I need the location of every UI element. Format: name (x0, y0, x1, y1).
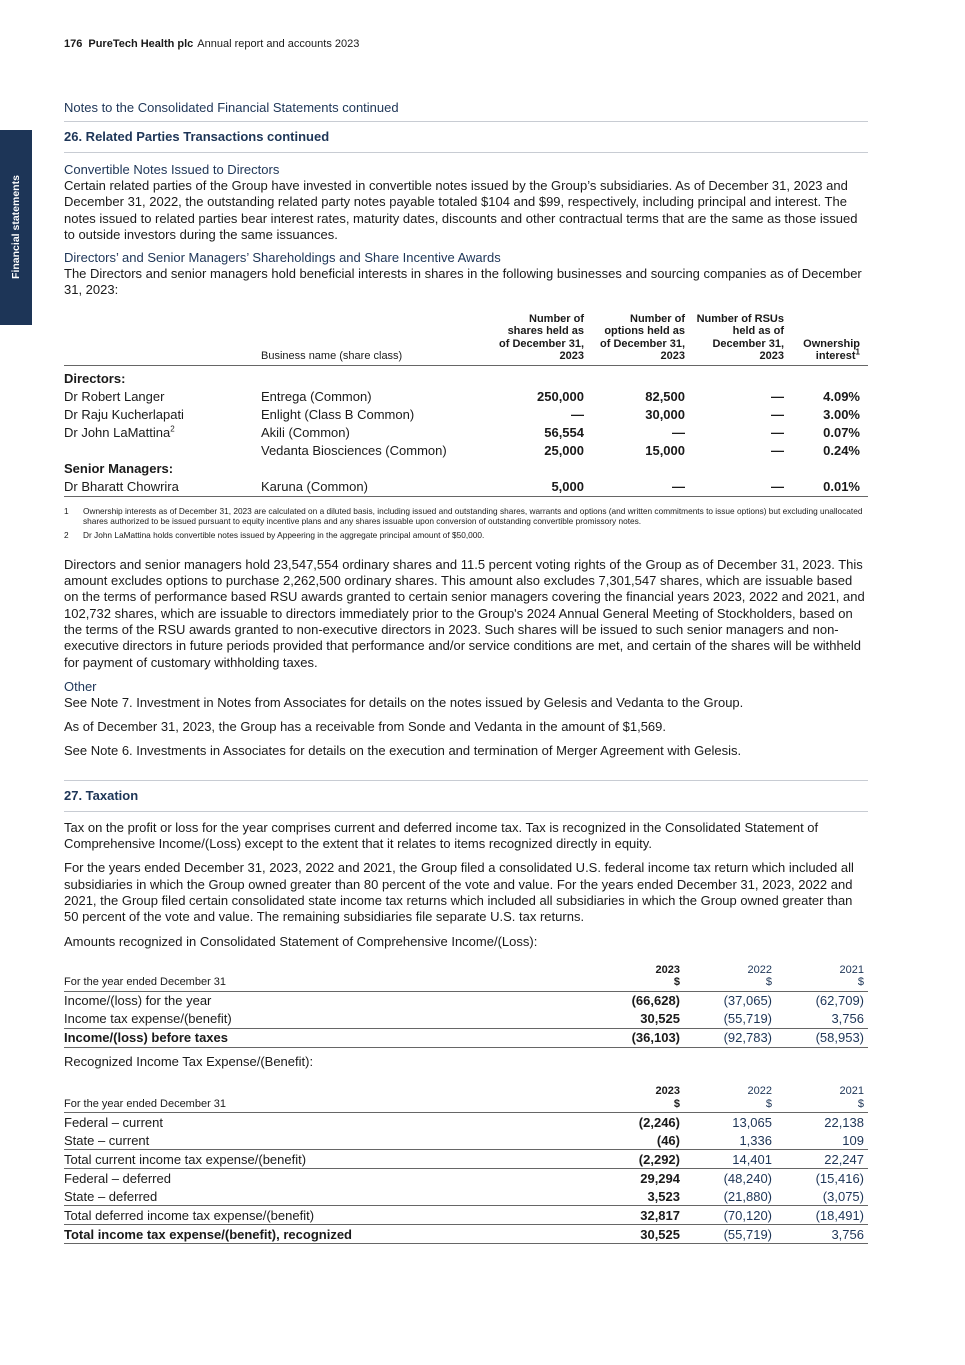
header-shares: Number of shares held as of December 31, 2023 (499, 312, 584, 363)
table-header-row: For the year ended December 31 2023 $ 2022 $ 2021 $ (64, 964, 868, 992)
table-header-row (64, 313, 868, 366)
page-content (64, 100, 868, 1244)
income-tax-expense-table (64, 1085, 868, 1244)
table-row: Dr Bharatt Chowrira Karuna (Common) 5,000 — — 0.01% (64, 478, 868, 497)
other-paragraph-2: As of December 31, 2023, the Group has a receivable from Sonde and Vedanta in the amount of $1,569. (64, 719, 667, 735)
header-rsus: Number of RSUs held as of December 31, 2023 (696, 312, 784, 363)
table-row-total: Total income tax expense/(benefit), recognized 30,525 (55,719) 3,756 (64, 1225, 868, 1244)
footnote-2: 2 Dr John LaMattina holds convertible notes issued by Appeering in the aggregate principal amount of $50,000. (64, 529, 485, 540)
report-title: Annual report and accounts 2023 (197, 38, 360, 50)
section-side-tab (0, 130, 32, 325)
notes-title: Notes to the Consolidated Financial Statements continued (64, 100, 868, 122)
table-header-row: For the year ended December 31 2023 $ 2022 $ 2021 $ (64, 1085, 868, 1113)
table-row: Dr Raju Kucherlapati Enlight (Class B Common) — 30,000 — 3.00% (64, 407, 860, 423)
other-paragraph-1: See Note 7. Investment in Notes from Associates for details on the notes issued by Gelesis and Vedanta to the Group. (64, 694, 744, 710)
convertible-notes-heading: Convertible Notes Issued to Directors (64, 162, 280, 177)
table-row: State – current (46) 1,336 109 (64, 1132, 864, 1148)
shareholdings-text: The Directors and senior managers hold beneficial interests in shares in the following businesses and sourcing companies as of December 31, 2023: (64, 266, 862, 298)
taxation-paragraph-1: Tax on the profit or loss for the year comprises current and deferred income tax. Tax is recognized in the Consolidated Statement of Comprehensive Income/(Loss) except to the extent that it relates to items recognized directly in equity. (64, 819, 819, 852)
header-ownership: Ownership interest$^1$ (803, 337, 860, 363)
group-row-senior-managers: Senior Managers: (64, 461, 174, 477)
header-business: Business name (share class) (261, 350, 403, 363)
table-row: Federal – current (2,246) 13,065 22,138 (64, 1114, 864, 1130)
income-loss-table (64, 964, 868, 1048)
table-row: Dr Robert Langer Entrega (Common) 250,000 82,500 — 4.09% (64, 389, 860, 405)
page-header (64, 38, 359, 50)
header-options: Number of options held as of December 31, 2023 (600, 312, 685, 363)
other-paragraph-3: See Note 6. Investments in Associates for details on the execution and termination of Merger Agreement with Gelesis. (64, 743, 742, 759)
directors-holdings-paragraph: Directors and senior managers hold 23,547,554 ordinary shares and 11.5 percent voting rights of the Group as of December 31, 2023. This amount excludes options to purchase 2,262,500 ordinary shares. This amount also excludes 7,301,547 shares, which are issuable based on the terms of performance based RSU awards granted to certain senior managers covering the financial years 2023, 2022 and 2021, and 102,732 shares, which are issuable to directors immediately prior to the Group's 2024 Annual General Meeting of Stockholders, based on the terms of the RSU awards granted to non-executive directors in 2023. Such shares will be issued to such senior managers and non-executive directors in future periods provided that performance and/or service conditions are met, and certain of the shares will be withheld for payment of customary withholding taxes. (64, 556, 865, 670)
table-row: Income/(loss) for the year (66,628) (37,065) (62,709) (64, 993, 864, 1009)
taxation-paragraph-2: For the years ended December 31, 2023, 2022 and 2021, the Group filed a consolidated U.S. federal income tax return which included all subsidiaries in which the Group owned greater than 80 percent of the vote and value. For the years ended December 31, 2023, 2022 and 2021, the Group filed certain consolidated state income tax returns which included all subsidiaries in which the Group owned greater than 50 percent of the vote and value. The remaining subsidiaries file separate U.S. tax returns. (64, 860, 854, 925)
table-row: State – deferred 3,523 (21,880) (3,075) (64, 1188, 864, 1204)
footnote-1: 1 Ownership interests as of December 31, 2023 are calculated on a diluted basis, including issued and outstanding shares, warrants and options (and written commitments to issue options) but excluding unallocated shares authorized to be issued pursuant to equity incentive plans and any shares issuable upon conversion of outstanding convertible promissory notes. (64, 505, 863, 526)
taxation-paragraph-4: Recognized Income Tax Expense/(Benefit): (64, 1053, 314, 1069)
taxation-paragraph-3: Amounts recognized in Consolidated Statement of Comprehensive Income/(Loss): (64, 933, 538, 949)
table-row: Vedanta Biosciences (Common) 25,000 15,000 — 0.24% (261, 443, 860, 459)
shareholdings-heading: Directors’ and Senior Managers’ Shareholdings and Share Incentive Awards (64, 250, 501, 266)
directors-shareholdings-table (64, 313, 868, 497)
other-heading: Other (64, 678, 97, 694)
convertible-notes-text: Certain related parties of the Group have invested in convertible notes issued by the Group’s subsidiaries. As of December 31, 2023 and December 31, 2022, the outstanding related party notes payable totaled $104 and $99, respectively, including principal and interest. The notes issued to related parties bear interest rates, maturity dates, discounts and other contractual terms that are the same as those issued to outside investors during the same issuances. (64, 178, 858, 242)
section-26-title: 26. Related Parties Transactions continued (64, 122, 868, 153)
side-tab-label: Financial statements (10, 175, 22, 279)
table-row-subtotal: Total current income tax expense/(benefit) (2,292) 14,401 22,247 (64, 1150, 868, 1169)
group-row-directors: Directors: (64, 371, 126, 387)
table-row: Dr John LaMattina$^2$ Akili (Common) 56,554 — — 0.07% (64, 424, 860, 441)
table-row: Federal – deferred 29,294 (48,240) (15,416) (64, 1169, 868, 1188)
section-27-title: 27. Taxation (64, 781, 868, 812)
company-name: PureTech Health plc (88, 38, 194, 50)
table-row: Income tax expense/(benefit) 30,525 (55,719) 3,756 (64, 1011, 864, 1027)
page-number: 176 (64, 38, 83, 50)
table-row-total: Income/(loss) before taxes (36,103) (92,783) (58,953) (64, 1028, 868, 1047)
table-row-subtotal: Total deferred income tax expense/(benefit) 32,817 (70,120) (18,491) (64, 1206, 868, 1225)
